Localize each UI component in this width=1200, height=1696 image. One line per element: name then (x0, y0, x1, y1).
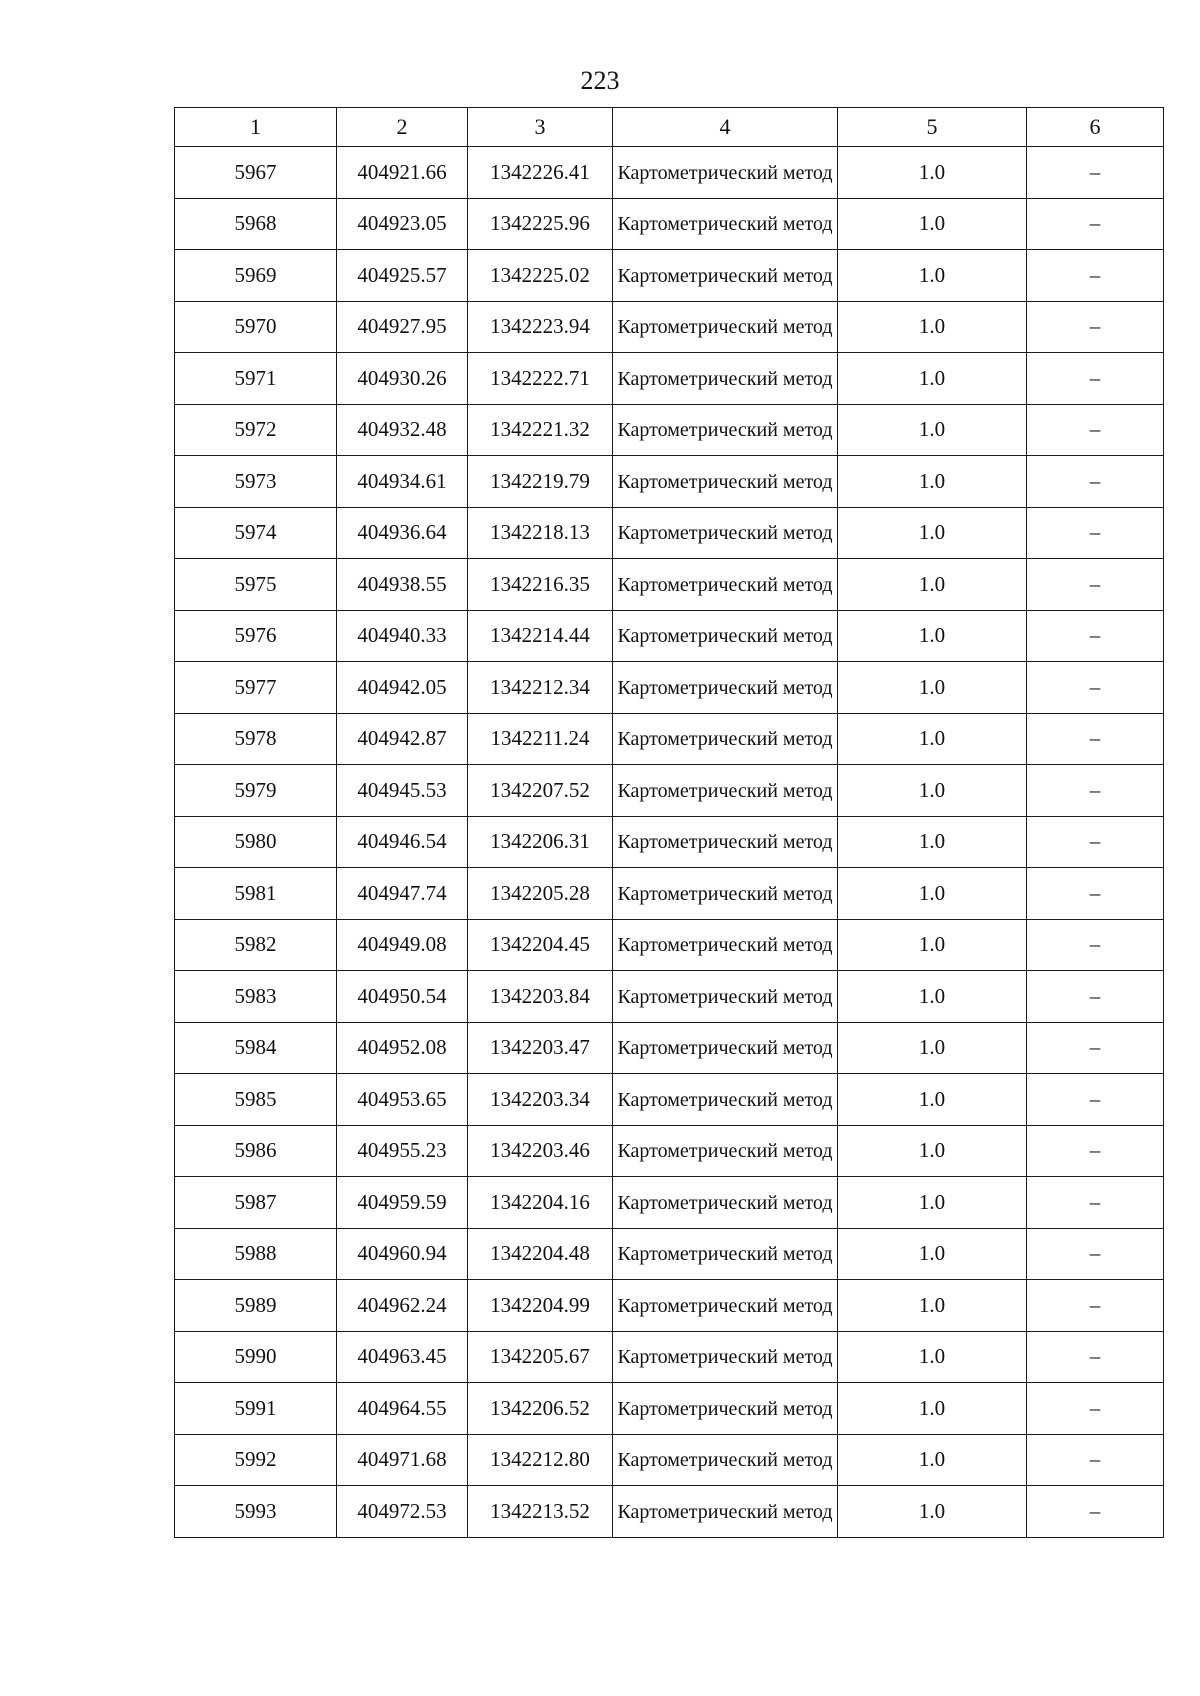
point-number-cell: 5971 (175, 353, 337, 405)
note-cell: – (1027, 1383, 1164, 1435)
table-row (175, 919, 1164, 971)
table-row (175, 713, 1164, 765)
point-number-cell: 5985 (175, 1074, 337, 1126)
table-row (175, 1434, 1164, 1486)
accuracy-cell: 1.0 (838, 1486, 1027, 1538)
note-cell: – (1027, 662, 1164, 714)
table-row (175, 1383, 1164, 1435)
method-text: Картометрический метод (617, 676, 833, 699)
table-body (175, 147, 1164, 1538)
table-row (175, 1280, 1164, 1332)
method-text: Картометрический метод (617, 470, 833, 493)
accuracy-cell: 1.0 (838, 1177, 1027, 1229)
accuracy-cell: 1.0 (838, 404, 1027, 456)
accuracy-cell: 1.0 (838, 662, 1027, 714)
method-cell (613, 919, 838, 971)
point-number-cell: 5986 (175, 1125, 337, 1177)
note-cell: – (1027, 1022, 1164, 1074)
y-coordinate-cell: 1342211.24 (468, 713, 613, 765)
accuracy-cell: 1.0 (838, 1125, 1027, 1177)
y-coordinate-cell: 1342214.44 (468, 610, 613, 662)
point-number-cell: 5980 (175, 816, 337, 868)
note-cell: – (1027, 1280, 1164, 1332)
method-text: Картометрический метод (617, 1037, 833, 1060)
y-coordinate-cell: 1342206.31 (468, 816, 613, 868)
accuracy-cell: 1.0 (838, 507, 1027, 559)
method-text: Картометрический метод (617, 934, 833, 957)
y-coordinate-cell: 1342205.67 (468, 1331, 613, 1383)
point-number-cell: 5988 (175, 1228, 337, 1280)
x-coordinate-cell: 404962.24 (337, 1280, 468, 1332)
point-number-cell: 5976 (175, 610, 337, 662)
method-cell (613, 868, 838, 920)
method-text: Картометрический метод (617, 316, 833, 339)
accuracy-cell: 1.0 (838, 1280, 1027, 1332)
method-cell (613, 404, 838, 456)
x-coordinate-cell: 404955.23 (337, 1125, 468, 1177)
x-coordinate-cell: 404949.08 (337, 919, 468, 971)
x-coordinate-cell: 404971.68 (337, 1434, 468, 1486)
method-text: Картометрический метод (617, 1243, 833, 1266)
point-number-cell: 5981 (175, 868, 337, 920)
method-cell (613, 507, 838, 559)
method-cell (613, 713, 838, 765)
x-coordinate-cell: 404925.57 (337, 250, 468, 302)
column-header-1: 1 (175, 108, 337, 147)
table-row (175, 868, 1164, 920)
method-text: Картометрический метод (617, 1140, 833, 1163)
note-cell: – (1027, 250, 1164, 302)
method-text: Картометрический метод (617, 882, 833, 905)
x-coordinate-cell: 404960.94 (337, 1228, 468, 1280)
method-text: Картометрический метод (617, 985, 833, 1008)
method-cell (613, 198, 838, 250)
method-cell (613, 1486, 838, 1538)
y-coordinate-cell: 1342203.46 (468, 1125, 613, 1177)
x-coordinate-cell: 404930.26 (337, 353, 468, 405)
table-row (175, 147, 1164, 199)
table-row (175, 1228, 1164, 1280)
method-text: Картометрический метод (617, 1449, 833, 1472)
x-coordinate-cell: 404942.87 (337, 713, 468, 765)
note-cell: – (1027, 456, 1164, 508)
method-text: Картометрический метод (617, 1346, 833, 1369)
table-row (175, 971, 1164, 1023)
x-coordinate-cell: 404963.45 (337, 1331, 468, 1383)
x-coordinate-cell: 404950.54 (337, 971, 468, 1023)
method-cell (613, 1074, 838, 1126)
method-text: Картометрический метод (617, 1088, 833, 1111)
accuracy-cell: 1.0 (838, 1331, 1027, 1383)
method-text: Картометрический метод (617, 1191, 833, 1214)
point-number-cell: 5983 (175, 971, 337, 1023)
accuracy-cell: 1.0 (838, 1228, 1027, 1280)
note-cell: – (1027, 507, 1164, 559)
y-coordinate-cell: 1342218.13 (468, 507, 613, 559)
method-cell (613, 353, 838, 405)
point-number-cell: 5984 (175, 1022, 337, 1074)
x-coordinate-cell: 404923.05 (337, 198, 468, 250)
table-row (175, 198, 1164, 250)
method-text: Картометрический метод (617, 419, 833, 442)
accuracy-cell: 1.0 (838, 456, 1027, 508)
method-text: Картометрический метод (617, 522, 833, 545)
table-row (175, 301, 1164, 353)
x-coordinate-cell: 404964.55 (337, 1383, 468, 1435)
accuracy-cell: 1.0 (838, 1022, 1027, 1074)
point-number-cell: 5970 (175, 301, 337, 353)
y-coordinate-cell: 1342206.52 (468, 1383, 613, 1435)
accuracy-cell: 1.0 (838, 868, 1027, 920)
method-cell (613, 816, 838, 868)
x-coordinate-cell: 404936.64 (337, 507, 468, 559)
note-cell: – (1027, 816, 1164, 868)
y-coordinate-cell: 1342204.16 (468, 1177, 613, 1229)
accuracy-cell: 1.0 (838, 765, 1027, 817)
method-cell (613, 1383, 838, 1435)
point-number-cell: 5967 (175, 147, 337, 199)
x-coordinate-cell: 404953.65 (337, 1074, 468, 1126)
method-cell (613, 971, 838, 1023)
table-row (175, 1022, 1164, 1074)
note-cell: – (1027, 868, 1164, 920)
y-coordinate-cell: 1342222.71 (468, 353, 613, 405)
accuracy-cell: 1.0 (838, 971, 1027, 1023)
method-cell (613, 456, 838, 508)
x-coordinate-cell: 404942.05 (337, 662, 468, 714)
point-number-cell: 5982 (175, 919, 337, 971)
page-number: 223 (580, 66, 620, 95)
table-row (175, 1074, 1164, 1126)
accuracy-cell: 1.0 (838, 559, 1027, 611)
note-cell: – (1027, 147, 1164, 199)
method-text: Картометрический метод (617, 264, 833, 287)
table-row (175, 765, 1164, 817)
point-number-cell: 5973 (175, 456, 337, 508)
method-cell (613, 1331, 838, 1383)
method-text: Картометрический метод (617, 161, 833, 184)
column-header-3: 3 (468, 108, 613, 147)
table-row (175, 559, 1164, 611)
coordinates-table (174, 107, 1164, 1538)
note-cell: – (1027, 559, 1164, 611)
method-cell (613, 662, 838, 714)
table-row (175, 1486, 1164, 1538)
x-coordinate-cell: 404945.53 (337, 765, 468, 817)
table-header-row (175, 108, 1164, 147)
method-text: Картометрический метод (617, 1397, 833, 1420)
y-coordinate-cell: 1342216.35 (468, 559, 613, 611)
method-text: Картометрический метод (617, 625, 833, 648)
method-cell (613, 250, 838, 302)
note-cell: – (1027, 1074, 1164, 1126)
x-coordinate-cell: 404940.33 (337, 610, 468, 662)
method-cell (613, 610, 838, 662)
y-coordinate-cell: 1342212.34 (468, 662, 613, 714)
method-cell (613, 301, 838, 353)
method-text: Картометрический метод (617, 1294, 833, 1317)
y-coordinate-cell: 1342204.99 (468, 1280, 613, 1332)
x-coordinate-cell: 404947.74 (337, 868, 468, 920)
method-cell (613, 1228, 838, 1280)
note-cell: – (1027, 1228, 1164, 1280)
point-number-cell: 5972 (175, 404, 337, 456)
y-coordinate-cell: 1342205.28 (468, 868, 613, 920)
table-row (175, 250, 1164, 302)
table-row (175, 353, 1164, 405)
method-cell (613, 765, 838, 817)
method-cell (613, 1434, 838, 1486)
point-number-cell: 5977 (175, 662, 337, 714)
y-coordinate-cell: 1342212.80 (468, 1434, 613, 1486)
method-text: Картометрический метод (617, 831, 833, 854)
method-text: Картометрический метод (617, 573, 833, 596)
column-header-5: 5 (838, 108, 1027, 147)
y-coordinate-cell: 1342225.02 (468, 250, 613, 302)
table-row (175, 1125, 1164, 1177)
accuracy-cell: 1.0 (838, 919, 1027, 971)
note-cell: – (1027, 1331, 1164, 1383)
y-coordinate-cell: 1342203.34 (468, 1074, 613, 1126)
column-header-4: 4 (613, 108, 838, 147)
note-cell: – (1027, 1486, 1164, 1538)
y-coordinate-cell: 1342213.52 (468, 1486, 613, 1538)
x-coordinate-cell: 404959.59 (337, 1177, 468, 1229)
y-coordinate-cell: 1342225.96 (468, 198, 613, 250)
table-row (175, 816, 1164, 868)
x-coordinate-cell: 404921.66 (337, 147, 468, 199)
table-row (175, 456, 1164, 508)
accuracy-cell: 1.0 (838, 147, 1027, 199)
note-cell: – (1027, 919, 1164, 971)
note-cell: – (1027, 1125, 1164, 1177)
table-row (175, 507, 1164, 559)
method-cell (613, 1177, 838, 1229)
point-number-cell: 5968 (175, 198, 337, 250)
accuracy-cell: 1.0 (838, 1383, 1027, 1435)
method-text: Картометрический метод (617, 728, 833, 751)
table-row (175, 404, 1164, 456)
point-number-cell: 5987 (175, 1177, 337, 1229)
y-coordinate-cell: 1342203.84 (468, 971, 613, 1023)
point-number-cell: 5978 (175, 713, 337, 765)
accuracy-cell: 1.0 (838, 198, 1027, 250)
y-coordinate-cell: 1342219.79 (468, 456, 613, 508)
point-number-cell: 5992 (175, 1434, 337, 1486)
x-coordinate-cell: 404934.61 (337, 456, 468, 508)
accuracy-cell: 1.0 (838, 816, 1027, 868)
table-row (175, 1331, 1164, 1383)
method-text: Картометрический метод (617, 1500, 833, 1523)
method-cell (613, 1022, 838, 1074)
note-cell: – (1027, 610, 1164, 662)
y-coordinate-cell: 1342204.45 (468, 919, 613, 971)
method-cell (613, 1125, 838, 1177)
point-number-cell: 5990 (175, 1331, 337, 1383)
method-cell (613, 1280, 838, 1332)
x-coordinate-cell: 404927.95 (337, 301, 468, 353)
method-text: Картометрический метод (617, 779, 833, 802)
accuracy-cell: 1.0 (838, 713, 1027, 765)
note-cell: – (1027, 1177, 1164, 1229)
method-text: Картометрический метод (617, 367, 833, 390)
y-coordinate-cell: 1342207.52 (468, 765, 613, 817)
note-cell: – (1027, 198, 1164, 250)
note-cell: – (1027, 713, 1164, 765)
note-cell: – (1027, 353, 1164, 405)
x-coordinate-cell: 404946.54 (337, 816, 468, 868)
table-row (175, 610, 1164, 662)
point-number-cell: 5991 (175, 1383, 337, 1435)
accuracy-cell: 1.0 (838, 301, 1027, 353)
note-cell: – (1027, 404, 1164, 456)
accuracy-cell: 1.0 (838, 353, 1027, 405)
column-header-2: 2 (337, 108, 468, 147)
method-cell (613, 147, 838, 199)
y-coordinate-cell: 1342204.48 (468, 1228, 613, 1280)
y-coordinate-cell: 1342203.47 (468, 1022, 613, 1074)
point-number-cell: 5975 (175, 559, 337, 611)
table-row (175, 1177, 1164, 1229)
point-number-cell: 5969 (175, 250, 337, 302)
y-coordinate-cell: 1342221.32 (468, 404, 613, 456)
y-coordinate-cell: 1342223.94 (468, 301, 613, 353)
note-cell: – (1027, 765, 1164, 817)
point-number-cell: 5979 (175, 765, 337, 817)
x-coordinate-cell: 404932.48 (337, 404, 468, 456)
accuracy-cell: 1.0 (838, 610, 1027, 662)
accuracy-cell: 1.0 (838, 250, 1027, 302)
note-cell: – (1027, 971, 1164, 1023)
accuracy-cell: 1.0 (838, 1074, 1027, 1126)
note-cell: – (1027, 301, 1164, 353)
x-coordinate-cell: 404938.55 (337, 559, 468, 611)
table-row (175, 662, 1164, 714)
column-header-6: 6 (1027, 108, 1164, 147)
x-coordinate-cell: 404972.53 (337, 1486, 468, 1538)
point-number-cell: 5989 (175, 1280, 337, 1332)
y-coordinate-cell: 1342226.41 (468, 147, 613, 199)
method-text: Картометрический метод (617, 213, 833, 236)
method-cell (613, 559, 838, 611)
point-number-cell: 5993 (175, 1486, 337, 1538)
note-cell: – (1027, 1434, 1164, 1486)
x-coordinate-cell: 404952.08 (337, 1022, 468, 1074)
accuracy-cell: 1.0 (838, 1434, 1027, 1486)
point-number-cell: 5974 (175, 507, 337, 559)
